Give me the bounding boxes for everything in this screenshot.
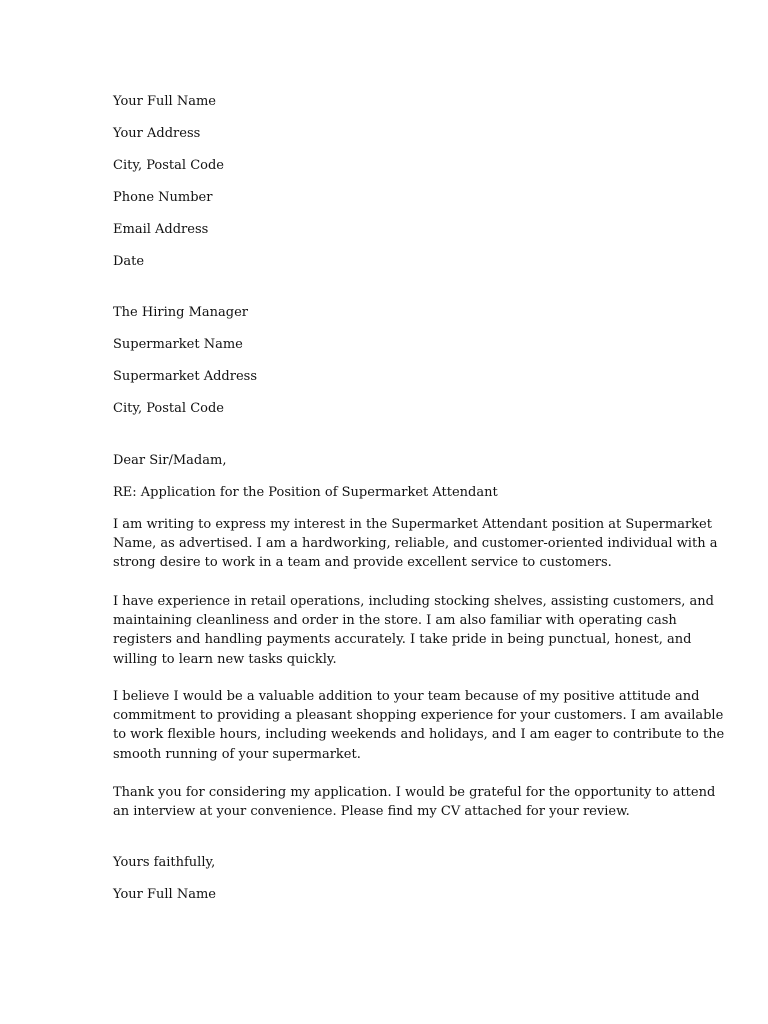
sender-address: Your Address xyxy=(113,126,201,141)
recipient-title: The Hiring Manager xyxy=(113,305,248,320)
body-paragraph-2 xyxy=(113,592,714,669)
paragraph-line: Name, as advertised. I am a hardworking, reliable, and customer-oriented individual with a xyxy=(113,536,718,552)
paragraph-line: registers and handling payments accurately. I take pride in being punctual, honest, and xyxy=(113,632,692,648)
body-paragraph-4 xyxy=(113,783,716,821)
body-paragraph-3 xyxy=(113,687,725,764)
paragraph-line: I am writing to express my interest in the Supermarket Attendant position at Supermarket xyxy=(113,517,712,532)
sender-email: Email Address xyxy=(113,222,209,237)
sender-phone: Phone Number xyxy=(113,190,213,205)
sender-name: Your Full Name xyxy=(113,94,216,109)
paragraph-line: smooth running of your supermarket. xyxy=(113,746,361,762)
paragraph-line: strong desire to work in a team and provide excellent service to customers. xyxy=(113,555,612,571)
closing: Yours faithfully, xyxy=(113,855,216,870)
paragraph-line: willing to learn new tasks quickly. xyxy=(113,651,337,667)
paragraph-line: commitment to providing a pleasant shopping experience for your customers. I am available xyxy=(113,708,724,724)
salutation: Dear Sir/Madam, xyxy=(113,453,227,468)
sender-city: City, Postal Code xyxy=(113,158,224,173)
recipient-company: Supermarket Name xyxy=(113,337,243,352)
letter-date: Date xyxy=(113,254,145,269)
paragraph-line: to work flexible hours, including weekends and holidays, and I am eager to contribute to the xyxy=(113,727,725,743)
paragraph-line: I believe I would be a valuable addition to your team because of my positive attitude and xyxy=(113,689,700,704)
body-paragraph-1 xyxy=(113,515,718,573)
recipient-city: City, Postal Code xyxy=(113,401,224,416)
paragraph-line: maintaining cleanliness and order in the store. I am also familiar with operating cash xyxy=(113,613,677,629)
paragraph-line: Thank you for considering my application. I would be grateful for the opportunity to attend xyxy=(113,785,716,800)
recipient-address: Supermarket Address xyxy=(113,369,258,384)
subject-line: RE: Application for the Position of Supermarket Attendant xyxy=(113,485,498,500)
paragraph-line: I have experience in retail operations, including stocking shelves, assisting customers, and xyxy=(113,594,714,609)
paragraph-line: an interview at your convenience. Please find my CV attached for your review. xyxy=(113,804,630,820)
signature-name: Your Full Name xyxy=(113,887,216,902)
